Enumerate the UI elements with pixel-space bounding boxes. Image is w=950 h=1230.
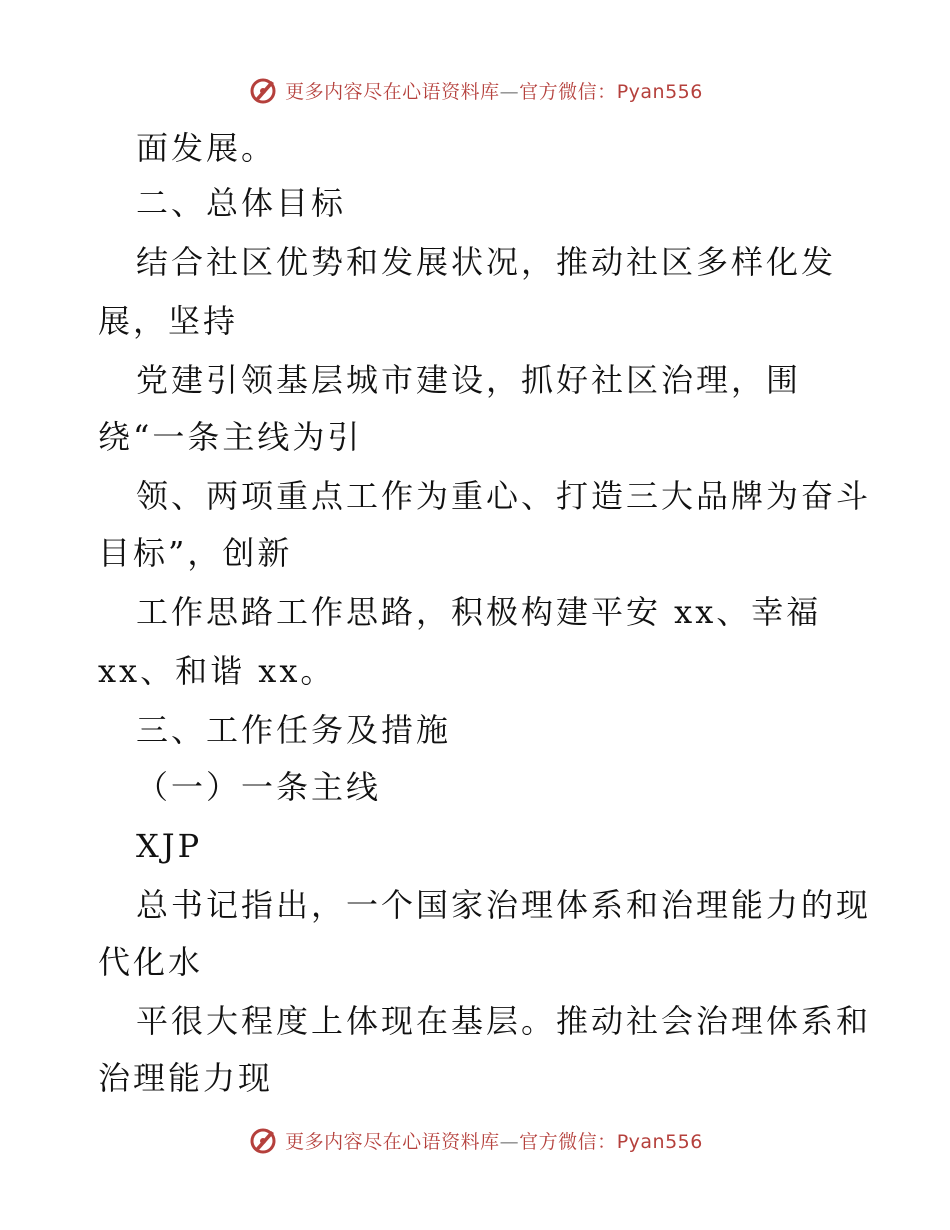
paragraph-line: 绕“一条主线为引 bbox=[98, 418, 363, 456]
paragraph-line: 展，坚持 bbox=[98, 302, 239, 340]
paragraph-line: 党建引领基层城市建设，抓好社区治理，围 bbox=[136, 361, 802, 399]
paragraph-line: 面发展。 bbox=[136, 129, 277, 167]
subsection-heading: （一）一条主线 bbox=[136, 768, 382, 806]
paragraph-line: xx、和谐 xx。 bbox=[98, 652, 336, 690]
paragraph-line: 工作思路工作思路，积极构建平安 xx、幸福 bbox=[136, 593, 822, 631]
paragraph-line: 治理能力现 bbox=[98, 1059, 274, 1097]
quill-seal-icon bbox=[247, 74, 279, 106]
section-heading: 二、总体目标 bbox=[136, 184, 347, 222]
paragraph-line: 领、两项重点工作为重心、打造三大品牌为奋斗 bbox=[136, 477, 872, 515]
paragraph-line: 代化水 bbox=[98, 943, 204, 981]
paragraph-line: XJP bbox=[136, 827, 203, 865]
section-heading: 三、工作任务及措施 bbox=[136, 711, 452, 749]
watermark-text: 更多内容尽在心语资料库—官方微信：Pyan556 bbox=[285, 1130, 703, 1153]
paragraph-line: 平很大程度上体现在基层。推动社会治理体系和 bbox=[136, 1002, 872, 1040]
footer-watermark bbox=[0, 1120, 950, 1160]
paragraph-line: 结合社区优势和发展状况，推动社区多样化发 bbox=[136, 243, 837, 281]
paragraph-line: 总书记指出，一个国家治理体系和治理能力的现 bbox=[136, 886, 872, 924]
header-watermark bbox=[0, 70, 950, 110]
quill-seal-icon bbox=[247, 1124, 279, 1156]
paragraph-line: 目标”，创新 bbox=[98, 534, 293, 572]
watermark-text: 更多内容尽在心语资料库—官方微信：Pyan556 bbox=[285, 80, 703, 103]
